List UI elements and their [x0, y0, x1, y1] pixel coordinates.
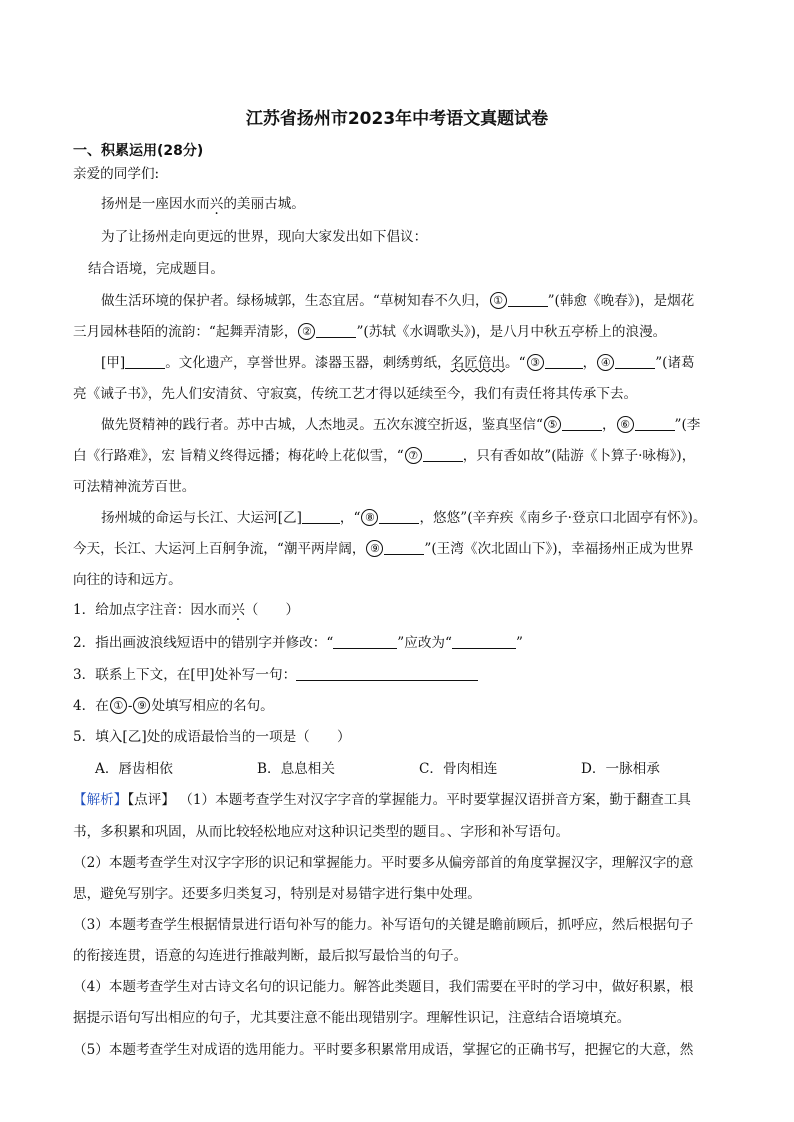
- para1-line1: 做生活环境的保护者。绿杨城郭，生态宜居。“草树知春不久归， ① ”(韩愈《晚春》)，是烟花: [101, 293, 695, 309]
- analysis-3-line-2: 的衔接连贯，语意的勾连进行推敲判断，最后拟写最恰当的句子。: [73, 948, 468, 964]
- blank-number: ⑧: [361, 509, 378, 526]
- option-d[interactable]: D．一脉相承: [581, 761, 660, 777]
- answer-blank[interactable]: [333, 634, 397, 649]
- answer-blank[interactable]: [296, 666, 478, 681]
- para4-line1: 扬州城的命运与长江、大运河[乙] ，“ ⑧ ，悠悠”(辛弃疾《南乡子·登京口北固亭有怀》)。: [101, 510, 707, 526]
- answer-blank[interactable]: [615, 354, 655, 369]
- answer-blank[interactable]: [384, 540, 424, 555]
- blank-number: ⑦: [405, 447, 422, 464]
- analysis-line-1: 【解析】【点评】 （1）本题考查学生对汉字字音的掌握能力。平时要掌握汉语拼音方案，勤于翻查工具: [73, 792, 691, 808]
- blank-number: ⑤: [544, 416, 561, 433]
- para4-line3: 向往的诗和远方。: [73, 572, 182, 588]
- answer-blank[interactable]: [423, 447, 463, 462]
- dotted-character: 兴: [209, 196, 224, 212]
- page-title: 江苏省扬州市2023年中考语文真题试卷: [245, 109, 549, 129]
- answer-blank[interactable]: [452, 634, 516, 649]
- para2-line2: 亮《诫子书》，先人们安清贫、守寂寞，传统工艺才得以延续至今，我们有责任将其传承下去。: [73, 386, 638, 402]
- para3-line3: 可法精神流芳百世。: [73, 479, 196, 495]
- instruction: 结合语境，完成题目。: [88, 261, 224, 277]
- option-b[interactable]: B．息息相关: [257, 761, 335, 777]
- section-heading: 一、积累运用(28分): [73, 143, 204, 159]
- answer-blank[interactable]: [508, 292, 548, 307]
- intro-line-1: 扬州是一座因水而兴的美丽古城。: [101, 196, 305, 212]
- answer-blank[interactable]: [635, 416, 675, 431]
- analysis-line-2: 书，多积累和巩固，从而比较轻松地应对这种识记类型的题目。、字形和补写语句。: [73, 824, 570, 840]
- analysis-3-line-1: （3）本题考查学生根据情景进行语句补写的能力。补写语句的关键是瞻前顾后，抓呼应，然后根据句子: [73, 917, 694, 933]
- question-4: 4．在 ① - ⑨ 处填写相应的名句。: [73, 698, 274, 714]
- para3-line2: 白《行路难》，宏 旨精义终得远播；梅花岭上花似雪，“ ⑦ ，只有香如故”(陆游《卜算子·咏梅》)，: [73, 448, 696, 464]
- analysis-tag: 【解析】: [73, 792, 128, 808]
- analysis-4-line-2: 据提示语句写出相应的句子，尤其要注意不能出现错别字。理解性识记，注意结合语境填充。: [73, 1010, 631, 1026]
- question-2: 2．指出画波浪线短语中的错别字并修改：“ ”应改为“ ”: [73, 635, 523, 651]
- answer-blank[interactable]: [379, 509, 419, 524]
- intro-line-2: 为了让扬州走向更远的世界，现向大家发出如下倡议：: [101, 229, 428, 245]
- option-c[interactable]: C．骨肉相连: [419, 761, 498, 777]
- analysis-2-line-1: （2）本题考查学生对汉字字形的识记和掌握能力。平时要多从偏旁部首的角度掌握汉字，理解汉字的意: [73, 855, 694, 871]
- question-3: 3．联系上下文，在[甲]处补写一句：: [73, 665, 478, 685]
- blank-number: ⑥: [617, 416, 634, 433]
- blank-number: ④: [597, 354, 614, 371]
- dotted-character: 兴: [231, 602, 245, 618]
- blank-number: ③: [527, 354, 544, 371]
- analysis-5-line-1: （5）本题考查学生对成语的选用能力。平时要多积累常用成语，掌握它的正确书写，把握它的大意，然: [73, 1042, 694, 1058]
- para1-line2: 三月园林巷陌的流韵：“起舞弄清影， ② ”(苏轼《水调歌头》)，是八月中秋五亭桥上的浪漫。: [73, 324, 667, 340]
- para2-line1: [甲] 。文化遗产，享誉世界。漆器玉器，刺绣剪纸，名匠倍出。“ ③ ， ④ ”(诸葛: [101, 355, 695, 371]
- blank-number: ②: [298, 323, 315, 340]
- review-tag: 【点评】: [127, 792, 175, 808]
- greeting: 亲爱的同学们:: [73, 166, 160, 182]
- para4-line2: 今天，长江、大运河上百舸争流，“潮平两岸阔， ⑨ ”(王湾《次北固山下》)，幸福扬州正成为世界: [73, 541, 694, 557]
- blank-number: ①: [490, 292, 507, 309]
- answer-blank[interactable]: [545, 354, 583, 369]
- para3-line1: 做先贤精神的践行者。苏中古城，人杰地灵。五次东渡空折返，鉴真坚信“ ⑤ ， ⑥ ”(李: [101, 417, 701, 433]
- answer-blank[interactable]: [562, 416, 602, 431]
- analysis-4-line-1: （4）本题考查学生对古诗文名句的识记能力。解答此类题目，我们需要在平时的学习中，做好积累，根: [73, 979, 694, 995]
- wavy-underlined-phrase: 名匠倍出: [450, 355, 506, 371]
- question-5: 5．填入[乙]处的成语最恰当的一项是（ ）: [73, 729, 351, 745]
- blank-number: ⑨: [366, 540, 383, 557]
- answer-blank[interactable]: [302, 509, 340, 524]
- answer-blank[interactable]: [316, 323, 356, 338]
- answer-blank[interactable]: [125, 354, 165, 369]
- question-1: 1．给加点字注音：因水而兴（ ）: [73, 602, 300, 618]
- options-row: [95, 759, 743, 779]
- analysis-2-line-2: 思，避免写别字。还要多归类复习，特别是对易错字进行集中处理。: [73, 886, 481, 902]
- option-a[interactable]: A．唇齿相依: [95, 761, 173, 777]
